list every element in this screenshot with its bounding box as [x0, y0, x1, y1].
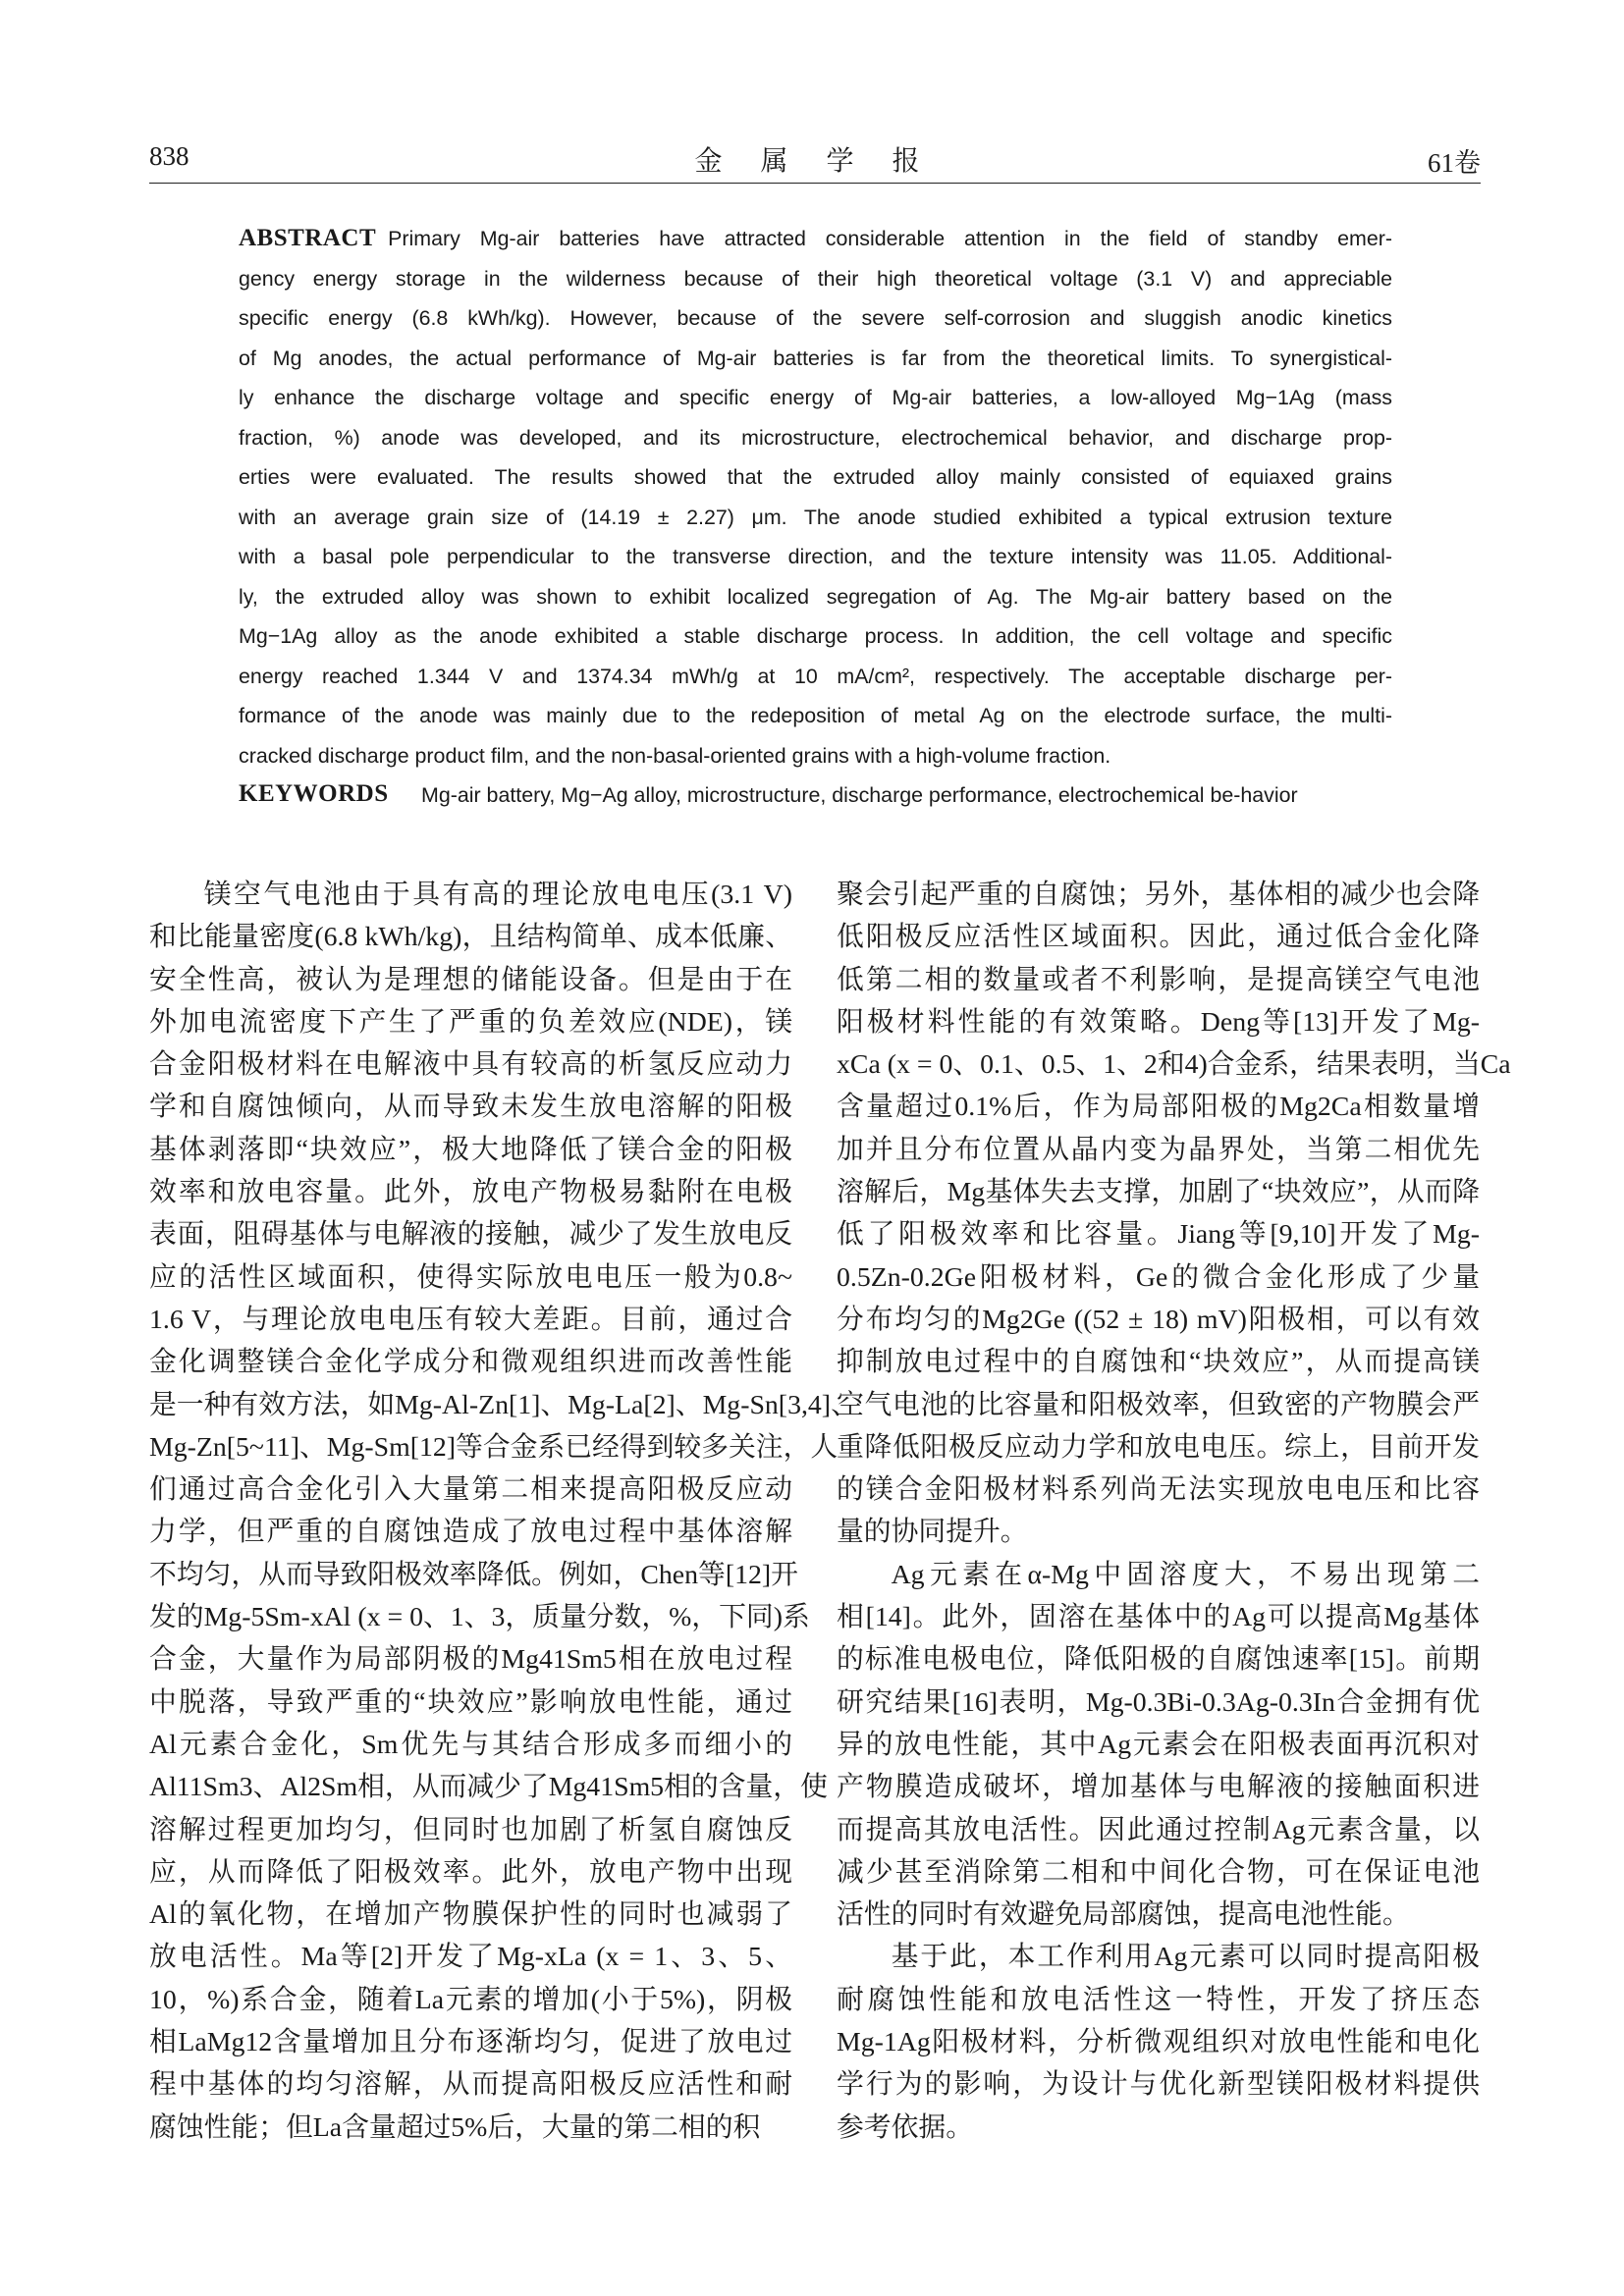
- volume-label: 61卷: [1428, 148, 1481, 178]
- body-line: 腐蚀性能；但La含量超过5%后，大量的第二相的积: [149, 2111, 761, 2143]
- abstract-line: ly, the extruded alloy was shown to exhibit localized segregation of Ag. The Mg-air battery based on the: [239, 584, 1392, 609]
- abstract-line: formance of the anode was mainly due to the redeposition of metal Ag on the electrode surface, the multi-: [239, 704, 1392, 727]
- body-line: 低第二相的数量或者不利影响，是提高镁空气电池: [837, 964, 1480, 995]
- body-line: 外加电流密度下产生了严重的负差效应(NDE)，镁: [149, 1006, 792, 1038]
- body-line: 效率和放电容量。此外，放电产物极易黏附在电极: [149, 1177, 792, 1208]
- body-line: 金化调整镁合金化学成分和微观组织进而改善性能: [149, 1347, 792, 1378]
- body-line: 基于此，本工作利用Ag元素可以同时提高阳极: [891, 1942, 1480, 1973]
- paragraph: [837, 874, 1511, 1554]
- abstract-line: erties were evaluated. The results showed that the extruded alloy mainly consisted of equiaxed grains: [239, 465, 1392, 489]
- abstract-line: Mg−1Ag alloy as the anode exhibited a stable discharge process. In addition, the cell voltage and specific: [239, 624, 1392, 648]
- body-line: 减少甚至消除第二相和中间化合物，可在保证电池: [837, 1856, 1480, 1888]
- body-line: 相[14]。此外，固溶在基体中的Ag可以提高Mg基体: [837, 1602, 1480, 1633]
- abstract-block: [239, 219, 1392, 775]
- body-line: 分布均匀的Mg2Ge ((52 ± 18) mV)阳极相，可以有效: [837, 1304, 1480, 1335]
- body-line: 阳极材料性能的有效策略。Deng等[13]开发了Mg-: [837, 1006, 1480, 1038]
- body-line: 溶解过程更加均匀，但同时也加剧了析氢自腐蚀反: [149, 1814, 792, 1845]
- body-line: 表面，阻碍基体与电解液的接触，减少了发生放电反: [149, 1219, 792, 1251]
- abstract-line: cracked discharge product film, and the non-basal-oriented grains with a high-volume fraction.: [239, 743, 1111, 768]
- body-line: 研究结果[16]表明，Mg-0.3Bi-0.3Ag-0.3In合金拥有优: [837, 1686, 1480, 1718]
- abstract-line: specific energy (6.8 kWh/kg). However, because of the severe self-corrosion and sluggish anodic kinetics: [239, 306, 1392, 330]
- body-line: 抑制放电过程中的自腐蚀和“块效应”，从而提高镁: [837, 1347, 1480, 1378]
- abstract-line: energy reached 1.344 V and 1374.34 mWh/g at 10 mA/cm², respectively. The acceptable discharge per-: [239, 664, 1392, 688]
- body-line: 10，%)系合金，随着La元素的增加(小于5%)，阴极: [149, 1984, 792, 2015]
- page-number: 838: [149, 141, 189, 171]
- body-line: 低了阳极效率和比容量。Jiang等[9,10]开发了Mg-: [837, 1219, 1480, 1251]
- body-line: 0.5Zn-0.2Ge阳极材料，Ge的微合金化形成了少量: [837, 1261, 1480, 1293]
- abstract-line: with a basal pole perpendicular to the transverse direction, and the texture intensity was 11.05. Additional-: [239, 545, 1392, 568]
- body-line: Al的氧化物，在增加产物膜保护性的同时也减弱了: [149, 1899, 792, 1931]
- body-line: 不均匀，从而导致阳极效率降低。例如，Chen等[12]开: [149, 1559, 798, 1590]
- abstract-line-text: Primary Mg-air batteries have attracted considerable attention in the field of standby emer-: [388, 227, 1392, 250]
- body-line: 中脱落，导致严重的“块效应”影响放电性能，通过: [149, 1686, 792, 1718]
- body-line: 和比能量密度(6.8 kWh/kg)，且结构简单、成本低廉、: [149, 922, 792, 953]
- body-line: 学和自腐蚀倾向，从而导致未发生放电溶解的阳极: [149, 1092, 792, 1123]
- body-line: 学行为的影响，为设计与优化新型镁阳极材料提供: [837, 2069, 1480, 2101]
- body-line: 空气电池的比容量和阳极效率，但致密的产物膜会严: [837, 1389, 1480, 1420]
- body-line: 重降低阳极反应动力学和放电电压。综上，目前开发: [837, 1431, 1480, 1463]
- body-line: 的标准电极电位，降低阳极的自腐蚀速率[15]。前期: [837, 1644, 1480, 1676]
- paragraph: [837, 1554, 1480, 1937]
- body-line: Al元素合金化，Sm优先与其结合形成多而细小的: [149, 1729, 792, 1760]
- body-line: 的镁合金阳极材料系列尚无法实现放电电压和比容: [837, 1474, 1480, 1506]
- journal-title: 金 属 学 报: [694, 146, 936, 177]
- body-line: Mg-1Ag阳极材料，分析微观组织对放电性能和电化: [837, 2027, 1480, 2058]
- body-line: xCa (x = 0、0.1、0.5、1、2和4)合金系，结果表明，当Ca: [837, 1049, 1511, 1081]
- body-line: 相LaMg12含量增加且分布逐渐均匀，促进了放电过: [149, 2027, 792, 2058]
- running-header: [149, 139, 1481, 184]
- body-line: 力学，但严重的自腐蚀造成了放电过程中基体溶解: [149, 1517, 792, 1548]
- body-line: Mg-Zn[5~11]、Mg-Sm[12]等合金系已经得到较多关注，人: [149, 1431, 839, 1463]
- body-line: 放电活性。Ma等[2]开发了Mg-xLa (x = 1、3、5、: [149, 1942, 792, 1973]
- body-line: 们通过高合金化引入大量第二相来提高阳极反应动: [149, 1474, 792, 1506]
- body-line: 聚会引起严重的自腐蚀；另外，基体相的减少也会降: [837, 880, 1480, 910]
- body-line: 应的活性区域面积，使得实际放电电压一般为0.8~: [149, 1261, 792, 1293]
- body-line: 产物膜造成破坏，增加基体与电解液的接触面积进: [837, 1772, 1480, 1803]
- body-line: 加并且分布位置从晶内变为晶界处，当第二相优先: [837, 1134, 1480, 1165]
- body-line: 异的放电性能，其中Ag元素会在阳极表面再沉积对: [837, 1729, 1480, 1760]
- body-line: 基体剥落即“块效应”，极大地降低了镁合金的阳极: [149, 1134, 792, 1165]
- abstract-line: with an average grain size of (14.19 ± 2.27) μm. The anode studied exhibited a typical extrusion texture: [239, 505, 1392, 529]
- body-line: 低阳极反应活性区域面积。因此，通过低合金化降: [837, 922, 1480, 953]
- body-line: 合金，大量作为局部阴极的Mg41Sm5相在放电过程: [149, 1644, 792, 1676]
- body-line: 活性的同时有效避免局部腐蚀，提高电池性能。: [837, 1899, 1410, 1931]
- body-line: 是一种有效方法，如Mg-Al-Zn[1]、Mg-La[2]、Mg-Sn[3,4]、: [149, 1389, 858, 1420]
- body-line: 合金阳极材料在电解液中具有较高的析氢反应动力: [149, 1049, 792, 1081]
- body-column-left: [149, 874, 858, 2149]
- abstract-line: ly enhance the discharge voltage and specific energy of Mg-air batteries, a low-alloyed Mg−1Ag (mass: [239, 386, 1392, 409]
- keywords-text: Mg-air battery, Mg−Ag alloy, microstructure, discharge performance, electrochemical be-havior: [421, 783, 1298, 807]
- body-line: 程中基体的均匀溶解，从而提高阳极反应活性和耐: [149, 2069, 792, 2101]
- abstract-line: [239, 219, 1392, 259]
- keywords-label: KEYWORDS: [239, 780, 389, 807]
- abstract-line: gency energy storage in the wilderness because of their high theoretical voltage (3.1 V) and appreciable: [239, 266, 1392, 291]
- body-line: Ag元素在α-Mg中固溶度大，不易出现第二: [891, 1559, 1480, 1590]
- body-line: 溶解后，Mg基体失去支撑，加剧了“块效应”，从而降: [837, 1177, 1480, 1208]
- body-line: 量的协同提升。: [837, 1517, 1028, 1548]
- paragraph: [837, 1936, 1480, 2148]
- body-line: 应，从而降低了阳极效率。此外，放电产物中出现: [149, 1856, 792, 1888]
- paragraph: [149, 874, 858, 2149]
- abstract-label: ABSTRACT: [239, 225, 377, 251]
- body-line: 而提高其放电活性。因此通过控制Ag元素含量，以: [837, 1814, 1480, 1845]
- abstract-line: fraction, %) anode was developed, and its microstructure, electrochemical behavior, and discharge prop-: [239, 425, 1392, 450]
- body-column-right: [837, 874, 1511, 2149]
- body-line: Al11Sm3、Al2Sm相，从而减少了Mg41Sm5相的含量，使: [149, 1772, 828, 1803]
- body-line: 耐腐蚀性能和放电活性这一特性，开发了挤压态: [837, 1984, 1480, 2015]
- body-line: 参考依据。: [837, 2111, 973, 2143]
- abstract-line: of Mg anodes, the actual performance of Mg-air batteries is far from the theoretical limits. To synergistical-: [239, 346, 1392, 370]
- body-line: 发的Mg-5Sm-xAl (x = 0、1、3，质量分数，%，下同)系: [149, 1602, 810, 1633]
- body-line: 安全性高，被认为是理想的储能设备。但是由于在: [149, 964, 792, 995]
- body-line: 1.6 V，与理论放电电压有较大差距。目前，通过合: [149, 1304, 792, 1335]
- body-line: 镁空气电池由于具有高的理论放电电压(3.1 V): [203, 880, 792, 910]
- body-line: 含量超过0.1%后，作为局部阳极的Mg2Ca相数量增: [837, 1092, 1480, 1123]
